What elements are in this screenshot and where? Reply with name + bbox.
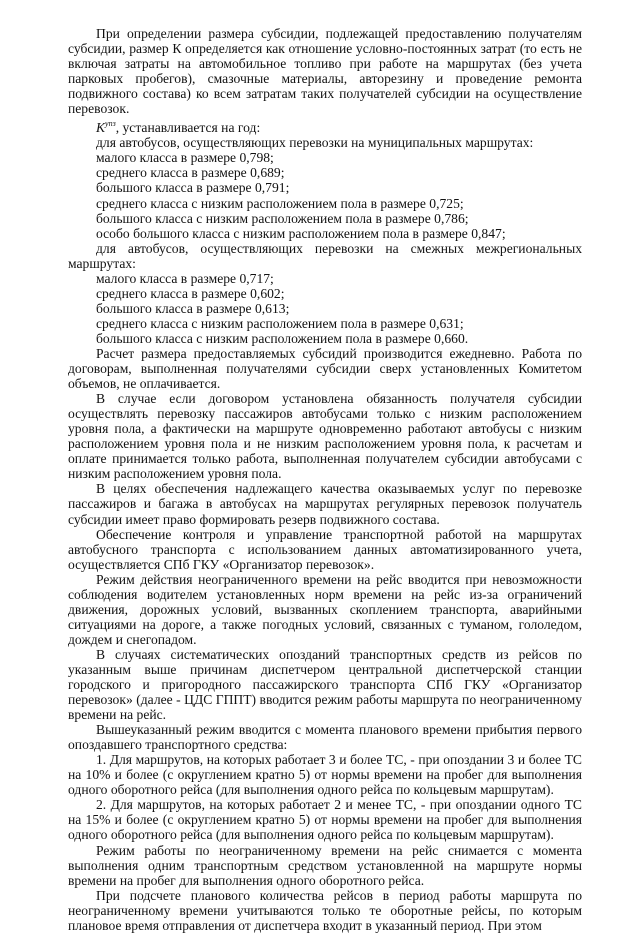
municipal-header: для автобусов, осуществляющих перевозки на муниципальных маршрутах: (96, 135, 534, 151)
municipal-item: большого класса с низким расположением пола в размере 0,786; (96, 210, 469, 226)
interregional-header: для автобусов, осуществляющих перевозки на смежных межрегиональных маршрутах: (68, 240, 582, 271)
paragraph-unlimited-time: Режим действия неограниченного времени на рейс вводится при невозможности соблюдения водителем установленных норм времени на рейс из-за ограничений движения, дорожных условий, вызванных скоплением транспорта, аварийными ситуациями на дороге, а также погодных условий, связанных с туманом, гололедом, дождем и снегопадом. (68, 571, 582, 647)
interregional-item: большого класса в размере 0,613; (96, 300, 290, 316)
paragraph-mode-introduced: Вышеуказанный режим вводится с момента планового времени прибытия первого опоздавшего транспортного средства: (68, 722, 582, 753)
rule-item: 2. Для маршрутов, на которых работает 2 и менее ТС, - при опоздании одного ТС на 15% и более (с округлением кратно 5) от нормы времени на пробег для выполнения одного оборотного рейса (для выполнения одного рейса по кольцевым маршрутам). (68, 797, 582, 843)
rule-item: 1. Для маршрутов, на которых работает 3 и более ТС, - при опоздании 3 и более ТС на 10% и более (с округлением кратно 5) от нормы времени на пробег для выполнения одного оборотного рейса (для выполнения одного рейса по кольцевым маршрутам). (68, 752, 582, 798)
paragraph-daily: Расчет размера предоставляемых субсидий производится ежедневно. Работа по договорам, выполненная получателями субсидии сверх установленных Комитетом объемов, не оплачивается. (68, 345, 582, 392)
paragraph-trip-count: При подсчете планового количества рейсов в период работы маршрута по неограниченному времени учитываются только те оборотные рейсы, по которым плановое время отправления от диспетчера входит в указанный период. При этом (68, 887, 582, 933)
interregional-item: малого класса в размере 0,717; (96, 270, 274, 286)
k-symbol: $К^{упз}$ (96, 119, 116, 136)
paragraph-low-floor: В случае если договором установлена обязанность получателя субсидии осуществлять перевозку пассажиров автобусами только с низким расположением уровня пола, а фактически на маршруте одновременно работают автобусы с низким расположением уровня пола и не низким расположением уровня пола, к расчетам и оплате принимается только работа, выполненная получателем субсидии автобусами с низким расположением уровня пола. (68, 391, 582, 482)
paragraph-mode-removed: Режим работы по неограниченному времени на рейс снимается с момента выполнения одним транспортным средством установленной на маршруте нормы времени на пробег для выполнения одного оборотного рейса. (68, 842, 582, 888)
municipal-item: особо большого класса с низким расположением пола в размере 0,847; (96, 225, 506, 241)
municipal-item: большого класса в размере 0,791; (96, 180, 290, 196)
interregional-item: большого класса с низким расположением пола в размере 0,660. (96, 330, 469, 346)
paragraph-reserve: В целях обеспечения надлежащего качества оказываемых услуг по перевозке пассажиров и багажа в автобусах на маршрутах регулярных перевозок получатель субсидии имеет право формировать резерв подвижного состава. (68, 481, 582, 527)
municipal-item: среднего класса в размере 0,689; (96, 165, 285, 181)
interregional-item: среднего класса в размере 0,602; (96, 285, 285, 301)
paragraph-control: Обеспечение контроля и управление транспортной работой на маршрутах автобусного транспорта с использованием данных автоматизированного учета, осуществляется СПб ГКУ «Организатор перевозок». (68, 526, 582, 572)
municipal-item: среднего класса с низким расположением пола в размере 0,725; (96, 195, 464, 211)
interregional-item: среднего класса с низким расположением пола в размере 0,631; (96, 315, 464, 331)
municipal-item: малого класса в размере 0,798; (96, 150, 274, 166)
paragraph-systematic-delays: В случаях систематических опозданий транспортных средств из рейсов по указанным выше причинам диспетчером центральной диспетчерской станции городского и пригородного пассажирского транспорта СПб ГКУ «Организатор перевозок» (далее - ЦДС ГППТ) вводится режим работы маршрута по неограниченному времени на рейс. (68, 646, 582, 723)
k-coefficient-line: $К^{упз}$, устанавливается на год: (96, 119, 261, 136)
paragraph-intro: При определении размера субсидии, подлежащей предоставлению получателям субсидии, размер К определяется как отношение условно-постоянных затрат (то есть не включая затраты на автомобильное топливо при работе на маршрутах (без учета парковых пробегов), смазочные материалы, авторезину и проведение ремонта подвижного состава) ко всем затратам таких получателей субсидии на осуществление перевозок. (68, 26, 582, 117)
